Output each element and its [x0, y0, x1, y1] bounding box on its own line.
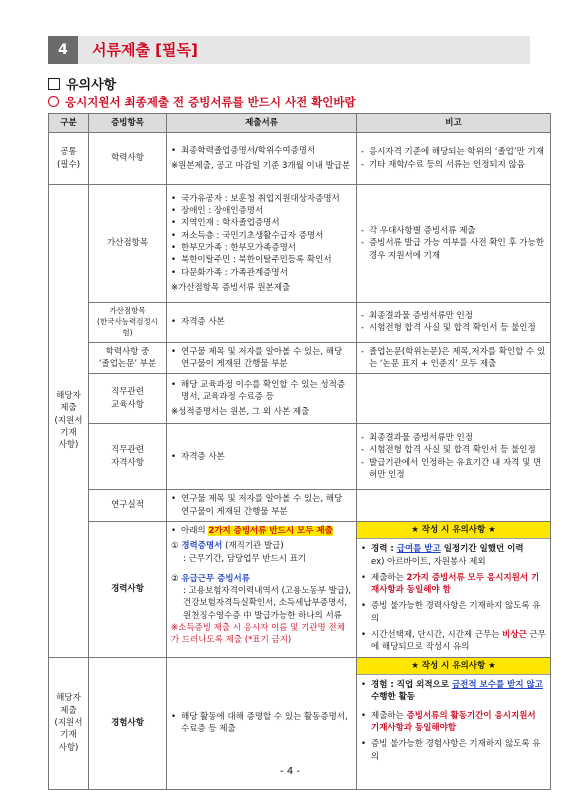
- list-item: • 자격증 사본: [179, 316, 352, 328]
- docs-thesis: [167, 342, 357, 374]
- list-item: • 제출하는 2가지 증빙서류 모두 응시지원서 기재사항과 동일해야 함: [369, 572, 546, 597]
- table-row-research: [49, 490, 551, 522]
- notice-heading: [48, 74, 116, 93]
- career-doc1-detail: : 근무기간, 담당업무 반드시 표기: [183, 553, 307, 564]
- docs-cert: [167, 424, 357, 490]
- table-row-career: [49, 521, 551, 657]
- table-header-row: [49, 114, 551, 133]
- list-item: • 해당 교육과정 이수를 확인할 수 있는 성적증명서, 교육과정 수료증 등: [179, 379, 352, 404]
- list-item: • 자격증 사본: [179, 451, 352, 463]
- docs-note: ※가산점항목 증빙서류 원본제출: [171, 282, 291, 293]
- remarks-cert: [357, 424, 551, 490]
- list-item: • 증빙 불가능한 경험사항은 기재하지 않도록 유의: [369, 738, 546, 763]
- item-training: 직무관련 교육사항: [89, 374, 167, 424]
- notice-subheading: [48, 94, 356, 110]
- table-row-cert: [49, 424, 551, 490]
- document-table: [48, 113, 551, 790]
- remarks-thesis: [357, 342, 551, 374]
- list-item: • 한부모가족 : 한부모가족증명서: [179, 242, 352, 254]
- item-career: 경력사항: [89, 521, 167, 657]
- list-item: - 졸업논문(학위논문)은 제목,저자를 확인할 수 있는 ‘논문 표지 + 인준지’ 모두 제출: [369, 346, 546, 371]
- col-header-item: 증빙항목: [89, 114, 167, 133]
- list-item: • 증빙 불가능한 경력사항은 기재하지 않도록 유의: [369, 600, 546, 625]
- docs-note: ※성적증명서는 원본, 그 외 사본 제출: [171, 407, 310, 418]
- page-number: - 4 -: [280, 766, 300, 777]
- checkbox-square-icon: [48, 78, 60, 90]
- docs-bonus-history: [167, 303, 357, 343]
- table-row-training: [49, 374, 551, 424]
- list-item: • 북한이탈주민 : 북한이탈주민등록 확인서: [179, 254, 352, 266]
- item-thesis: 학력사항 중 ‘졸업논문’ 부분: [89, 342, 167, 374]
- list-item: • 제출하는 증빙서류의 활동기간이 응시지원서 기재사항과 동일해야함: [369, 710, 546, 735]
- list-item: • 지역인재 : 학사졸업증명서: [179, 217, 352, 229]
- career-star-title: ★ 작성 시 유의사항 ★: [357, 522, 550, 539]
- remarks-bonus: [357, 185, 551, 303]
- col-header-category: 구분: [49, 114, 89, 133]
- col-header-remarks: 비고: [357, 114, 551, 133]
- list-item: - 최종결과물 증빙서류만 인정: [369, 432, 546, 444]
- item-cert: 직무관련 자격사항: [89, 424, 167, 490]
- list-item: • 해당 활동에 대해 증명할 수 있는 활동증명서, 수료증 등 제출: [179, 711, 352, 736]
- list-item: • 시간선택제, 단시간, 시간제 근무는 비상근 근무에 해당되므로 작성시 유의: [369, 629, 546, 654]
- list-item: - 각 우대사항별 증빙서류 제출: [369, 225, 546, 237]
- career-doc2-note: ※소득증빙 제출 시 응시자 이름 및 기관명 전체가 드러나도록 제출 (*표기 금지): [171, 623, 345, 646]
- docs-note: ※원본제출, 공고 마감일 기준 3개월 이내 발급분: [171, 161, 351, 171]
- section-number: 4: [48, 36, 78, 64]
- item-bonus: 가산점항목: [89, 185, 167, 303]
- remarks-career: [357, 521, 551, 657]
- section-header: [48, 36, 530, 64]
- list-item: • 연구물 제목 및 저자를 알아볼 수 있는, 해당 연구물이 게재된 간행물 부분: [179, 346, 352, 371]
- list-item: • 저소득층 : 국민기초생활수급자 증명서: [179, 230, 352, 242]
- list-item: • 국가유공자 : 보훈청 취업지원대상자증명서: [179, 193, 352, 205]
- section-title: 서류제출 [필독]: [92, 41, 198, 59]
- list-item: • 다문화가족 : 가족관계증명서: [179, 267, 352, 279]
- remarks-bonus-history: [357, 303, 551, 343]
- list-item: - 최종결과물 증빙서류만 인정: [369, 310, 546, 322]
- list-item: - 증빙서류 발급 가능 여부를 사전 확인 후 가능한 경우 지원서에 기재: [369, 237, 546, 262]
- list-item: - 기타 재학/수료 등의 서류는 인정되지 않음: [369, 159, 546, 171]
- category-common: 공통 (필수): [49, 133, 89, 185]
- item-education: 학력사항: [89, 133, 167, 185]
- list-item: • 장애인 : 장애인증명서: [179, 205, 352, 217]
- career-doc1: ① 경력증명서 (재직기관 발급): [171, 541, 284, 552]
- experience-star-title: ★ 작성 시 유의사항 ★: [357, 658, 550, 675]
- table-row-thesis: [49, 342, 551, 374]
- career-intro-highlight: 2가지 증빙서류 반드시 모두 제출: [208, 525, 333, 536]
- career-intro: • 아래의 2가지 증빙서류 반드시 모두 제출: [179, 525, 352, 537]
- docs-education: [167, 133, 357, 185]
- col-header-docs: 제출서류: [167, 114, 357, 133]
- list-item: - 발급기관에서 인정하는 유효기간 내 자격 및 면허만 인정: [369, 457, 546, 482]
- list-item: • 경험 : 직업 외적으로 금전적 보수를 받지 않고 수행한 활동: [369, 679, 546, 704]
- category-applicable: 해당자 제출 (지원서 기재 사항): [49, 185, 89, 658]
- list-item: • 최종학력졸업증명서/학위수여증명서: [179, 145, 352, 157]
- list-item: • 연구물 제목 및 저자를 알아볼 수 있는, 해당 연구물이 게재된 간행물 부분: [179, 493, 352, 518]
- docs-career: [167, 521, 357, 657]
- remarks-education: [357, 133, 551, 185]
- list-item: - 시험전형 합격 사실 및 합격 확인서 등 불인정: [369, 444, 546, 456]
- category-applicable-2: 해당자 제출 (지원서 기재 사항): [49, 657, 89, 789]
- remarks-research: [357, 490, 551, 522]
- table-row-bonus: [49, 185, 551, 303]
- table-row-bonus-history: [49, 303, 551, 343]
- career-doc2-detail: : 고용보험자격이력내역서 (고용노동부 발급), 건강보험자격득실확인서, 소득세납부증명서, 원천징수영수증 中 발급가능한 하나의 서류: [183, 586, 352, 621]
- notice-heading-text: 유의사항: [66, 78, 117, 93]
- item-experience: 경험사항: [89, 657, 167, 789]
- table-row-common: [49, 133, 551, 185]
- circle-bullet-icon: [48, 96, 59, 107]
- list-item: - 응시자격 기준에 해당되는 학위의 ‘졸업’만 기재: [369, 146, 546, 158]
- item-bonus-history: 가산점항목 (한국사능력검정시험): [89, 303, 167, 343]
- item-research: 연구실적: [89, 490, 167, 522]
- list-item: - 시험전형 합격 사실 및 합격 확인서 등 불인정: [369, 322, 546, 334]
- docs-research: [167, 490, 357, 522]
- docs-training: [167, 374, 357, 424]
- notice-subheading-text: 응시지원서 최종제출 전 증빙서류를 반드시 사전 확인바람: [65, 95, 356, 109]
- docs-bonus: [167, 185, 357, 303]
- remarks-training: [357, 374, 551, 424]
- career-doc2: ② 유급근무 증빙서류: [171, 573, 250, 584]
- list-item: • 경력 : 급여를 받고 일정기간 일했던 이력 ex) 아르바이트, 자원봉사 제외: [369, 543, 546, 568]
